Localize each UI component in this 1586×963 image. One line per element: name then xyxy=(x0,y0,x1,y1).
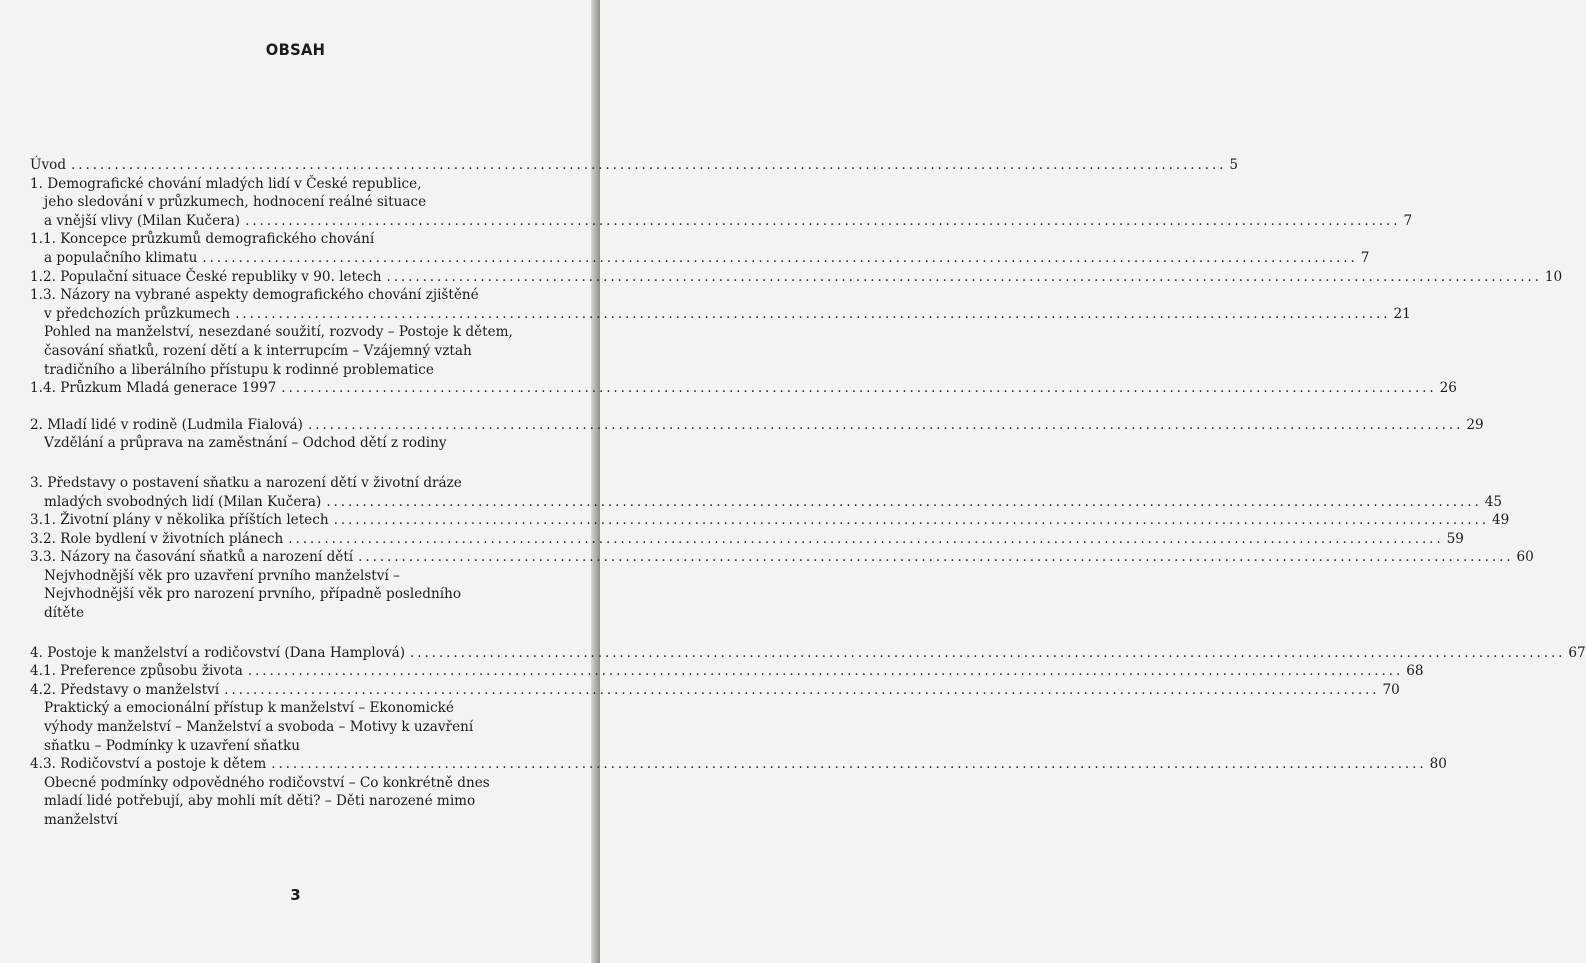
dot-leader: ................................................................................................................................................................ xyxy=(235,305,1391,322)
toc-entry-text: 1.3. Názory na vybrané aspekty demografického chování zjištěné xyxy=(30,287,479,304)
toc-entry xyxy=(30,416,1484,435)
dot-leader: ................................................................................................................................................................ xyxy=(307,416,1464,433)
toc-entry xyxy=(30,644,1586,663)
toc-entry xyxy=(30,755,1447,774)
toc-subtopics xyxy=(30,567,545,586)
toc-entry xyxy=(30,230,545,249)
toc-entry xyxy=(30,156,1239,175)
toc-entry xyxy=(30,681,1400,700)
dot-leader: ................................................................................................................................................................ xyxy=(281,380,1437,397)
toc-entry-page: 5 xyxy=(1229,157,1239,173)
toc-entry xyxy=(30,268,1563,287)
toc-entry-text: 4.2. Představy o manželství xyxy=(30,681,220,698)
toc-entry-text: 1.4. Průzkum Mladá generace 1997 xyxy=(30,380,277,397)
toc-entry-page: 45 xyxy=(1484,493,1502,510)
toc-entry-text: jeho sledování v průzkumech, hodnocení reálné situace xyxy=(44,194,427,211)
dot-leader: ................................................................................................................................................................ xyxy=(245,212,1401,229)
toc-subtopics-text: tradičního a liberálního přístupu k rodinné problematice xyxy=(44,361,434,378)
dot-leader: ................................................................................................................................................................ xyxy=(410,644,1566,661)
toc-entry-page: 70 xyxy=(1382,681,1400,698)
dot-leader: ................................................................................................................................................................ xyxy=(224,681,1380,698)
toc-entry xyxy=(30,175,545,194)
toc-entry-text: 3.1. Životní plány v několika příštích letech xyxy=(30,512,329,529)
toc-subtopics-text: časování sňatků, rození dětí a k interrupcím – Vzájemný vztah xyxy=(44,342,472,359)
toc-entry-text: 4.1. Preference způsobu života xyxy=(30,663,243,680)
toc-subtopics xyxy=(30,792,545,811)
page-title: OBSAH xyxy=(265,40,326,59)
toc-subtopics xyxy=(30,434,545,453)
dot-leader: ................................................................................................................................................................ xyxy=(71,157,1227,173)
toc-entry-page: 7 xyxy=(1360,249,1370,266)
toc-subtopics xyxy=(30,699,545,718)
toc-entry xyxy=(30,662,1424,681)
toc-entry-page: 68 xyxy=(1406,663,1424,680)
dot-leader: ................................................................................................................................................................ xyxy=(247,663,1404,680)
dot-leader: ................................................................................................................................................................ xyxy=(333,512,1489,529)
toc-entry-continuation xyxy=(30,249,1370,268)
toc-entry-page: 10 xyxy=(1544,268,1563,285)
page-number: 3 xyxy=(290,886,301,904)
toc-entry-page: 26 xyxy=(1439,380,1457,397)
toc-entry-text: v předchozích průzkumech xyxy=(44,305,231,322)
toc-entry-continuation xyxy=(30,193,545,212)
toc-entry-page: 29 xyxy=(1466,416,1484,433)
dot-leader: ................................................................................................................................................................ xyxy=(358,549,1514,566)
toc-subtopics xyxy=(30,585,545,604)
toc-entry-page: 7 xyxy=(1403,212,1413,229)
toc-subtopics-text: Praktický a emocionální přístup k manželství – Ekonomické xyxy=(44,700,454,717)
toc-subtopics-text: Vzdělání a průprava na zaměstnání – Odchod dětí z rodiny xyxy=(44,435,447,452)
toc-entry-page: 49 xyxy=(1491,512,1510,529)
toc-entry xyxy=(30,530,1464,549)
toc-entry xyxy=(30,286,545,305)
toc-entry-continuation xyxy=(30,493,1502,512)
toc-subtopics-text: Obecné podmínky odpovědného rodičovství – Co konkrétně dnes xyxy=(44,774,490,791)
toc-subtopics xyxy=(30,718,545,737)
toc-entry xyxy=(30,548,1534,567)
toc-subtopics-text: sňatku – Podmínky k uzavření sňatku xyxy=(44,737,300,754)
toc-subtopics xyxy=(30,323,545,342)
dot-leader: ................................................................................................................................................................ xyxy=(288,530,1444,547)
toc-entry-continuation xyxy=(30,305,1411,324)
toc-entry-page: 67 xyxy=(1568,644,1586,661)
toc-subtopics xyxy=(30,811,545,830)
toc-entry-text: 2. Mladí lidé v rodině (Ludmila Fialová) xyxy=(30,416,303,433)
toc-entry xyxy=(30,474,545,493)
toc-subtopics xyxy=(30,361,545,380)
toc-subtopics xyxy=(30,737,545,756)
toc-entry-page: 21 xyxy=(1393,305,1411,322)
toc-entry-text: 3. Představy o postavení sňatku a narození dětí v životní dráze xyxy=(30,474,462,491)
toc-subtopics xyxy=(30,604,545,623)
toc-entry-text: a vnější vlivy (Milan Kučera) xyxy=(44,212,241,229)
toc-entry-text: 1.1. Koncepce průzkumů demografického chování xyxy=(30,231,375,248)
toc-entry-page: 80 xyxy=(1429,756,1447,773)
toc-entry xyxy=(30,511,1510,530)
toc-entry-text: 4. Postoje k manželství a rodičovství (Dana Hamplová) xyxy=(30,644,406,661)
page-edge-shadow xyxy=(591,0,600,963)
toc-subtopics xyxy=(30,342,545,361)
toc-entry-text: Úvod xyxy=(30,157,67,173)
dot-leader: ................................................................................................................................................................ xyxy=(202,249,1358,266)
toc-entry-text: a populačního klimatu xyxy=(44,249,198,266)
toc-subtopics-text: Pohled na manželství, nesezdané soužití, rozvody – Postoje k dětem, xyxy=(44,324,513,341)
toc-entry-text: 3.2. Role bydlení v životních plánech xyxy=(30,530,284,547)
toc-entry-page: 60 xyxy=(1516,549,1534,566)
toc-entry-text: 1.2. Populační situace České republiky v 90. letech xyxy=(30,268,382,285)
toc-subtopics-text: mladí lidé potřebují, aby mohli mít děti? – Děti narozené mimo xyxy=(44,793,476,810)
dot-leader: ................................................................................................................................................................ xyxy=(326,493,1482,510)
toc-subtopics-text: Nejvhodnější věk pro uzavření prvního manželství – xyxy=(44,567,400,584)
toc-subtopics-text: výhody manželství – Manželství a svoboda – Motivy k uzavření xyxy=(44,719,474,736)
toc-subtopics-text: dítěte xyxy=(44,605,85,622)
toc-subtopics xyxy=(30,774,545,793)
toc-subtopics-text: manželství xyxy=(44,812,118,828)
toc-entry-text: 3.3. Názory na časování sňatků a narození dětí xyxy=(30,549,354,566)
dot-leader: ................................................................................................................................................................ xyxy=(386,268,1542,285)
toc-entry xyxy=(30,379,1457,398)
toc-entry-text: 4.3. Rodičovství a postoje k dětem xyxy=(30,756,267,773)
toc-entry-continuation xyxy=(30,212,1413,231)
table-of-contents xyxy=(30,156,1586,830)
toc-entry-text: 1. Demografické chování mladých lidí v České republice, xyxy=(30,175,422,192)
toc-entry-text: mladých svobodných lidí (Milan Kučera) xyxy=(44,493,322,510)
toc-subtopics-text: Nejvhodnější věk pro narození prvního, případně posledního xyxy=(44,586,462,603)
toc-entry-page: 59 xyxy=(1446,530,1464,547)
dot-leader: ................................................................................................................................................................ xyxy=(271,756,1427,773)
